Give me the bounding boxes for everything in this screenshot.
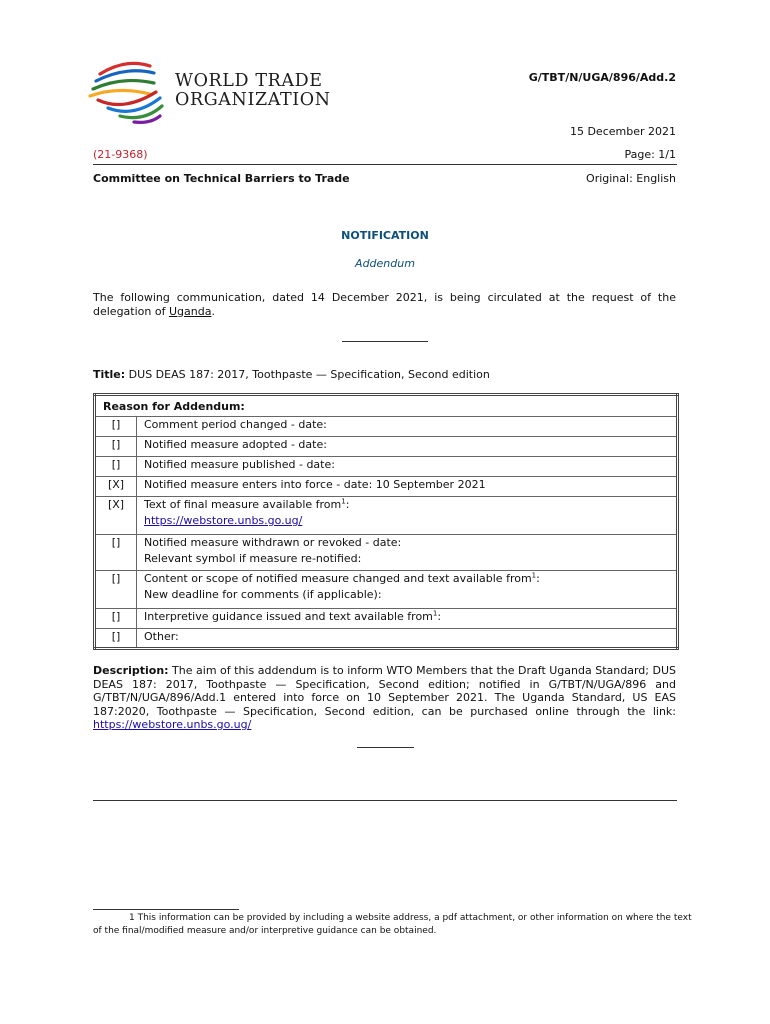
header-divider xyxy=(93,164,677,165)
reason-text-cell xyxy=(137,570,678,608)
reason-text-line xyxy=(144,497,669,514)
description-text: The aim of this addendum is to inform WTO Members that the Draft Uganda Standard; DUS DEAS 187: 2017, Toothpaste — Specification, Second edition; notified in G/TBT/N/UGA/896 and G/TBT/N/UGA/896/Add.1 entered into force on 10 September 2021. The Uganda Standard, US EAS 187:2020, Toothpaste — Specification, Second edition, can be purchased online through the link: xyxy=(93,664,676,718)
reason-text-colon: : xyxy=(536,571,540,585)
title-line xyxy=(93,368,490,381)
reason-text: Notified measure published - date: xyxy=(137,456,678,476)
table-row xyxy=(95,608,678,628)
intro-end: . xyxy=(211,304,215,318)
description-label: Description: xyxy=(93,664,169,677)
table-row xyxy=(95,570,678,608)
footnote-separator xyxy=(93,909,239,910)
table-row xyxy=(95,456,678,476)
reason-checkbox: [] xyxy=(95,436,137,456)
title-value: DUS DEAS 187: 2017, Toothpaste — Specification, Second edition xyxy=(125,368,490,381)
addendum-subheading: Addendum xyxy=(355,257,415,270)
section-divider xyxy=(342,341,428,342)
reason-text-colon: : xyxy=(345,497,350,511)
reason-checkbox: [] xyxy=(95,570,137,608)
intro-paragraph xyxy=(93,291,676,318)
footnote: 1 This information can be provided by including a website address, a pdf attachment, or other information on where the text of the final/modified measure and/or interpretive guidance can be obtained. xyxy=(93,913,692,936)
reasons-table xyxy=(93,393,679,650)
document-date: 15 December 2021 xyxy=(569,125,676,138)
reason-text-cell xyxy=(137,534,678,570)
logo-arc-green-top xyxy=(93,81,154,89)
committee-name: Committee on Technical Barriers to Trade xyxy=(93,172,350,185)
reason-text: Notified measure withdrawn or revoked - date: xyxy=(144,535,402,549)
reason-text-line xyxy=(137,608,678,628)
reason-checkbox: [X] xyxy=(95,476,137,496)
document-reference: (21-9368) xyxy=(93,148,148,161)
document-symbol: G/TBT/N/UGA/896/Add.2 xyxy=(528,71,676,84)
reason-checkbox: [X] xyxy=(95,496,137,534)
reason-text-line2: Relevant symbol if measure re-notified: xyxy=(144,552,362,565)
reason-text-line xyxy=(144,571,669,588)
logo-arc-yellow xyxy=(90,90,150,96)
body-bottom-rule xyxy=(93,800,677,801)
notification-heading: NOTIFICATION xyxy=(341,229,429,242)
title-label: Title: xyxy=(93,368,126,381)
page-number: Page: 1/1 xyxy=(624,148,676,161)
description-paragraph xyxy=(93,664,676,732)
organization-name-line1: WORLD TRADE xyxy=(175,71,323,91)
footnote-ref: 1 xyxy=(432,608,438,617)
reason-text: Notified measure enters into force - date: 10 September 2021 xyxy=(137,476,678,496)
reason-text-line2: New deadline for comments (if applicable): xyxy=(144,588,382,601)
table-row xyxy=(95,496,678,534)
reason-text-cell xyxy=(137,496,678,534)
reason-text: Notified measure adopted - date: xyxy=(137,436,678,456)
table-row xyxy=(95,436,678,456)
webstore-link[interactable]: https://webstore.unbs.go.ug/ xyxy=(144,514,303,527)
description-link[interactable]: https://webstore.unbs.go.ug/ xyxy=(93,718,252,731)
end-divider xyxy=(357,747,414,748)
reason-text-colon: : xyxy=(437,609,442,623)
table-row xyxy=(95,628,678,648)
reason-text: Text of final measure available from xyxy=(144,497,342,511)
reason-checkbox: [] xyxy=(95,416,137,436)
reason-text: Interpretive guidance issued and text available from xyxy=(144,609,433,623)
footnote-ref: 1 xyxy=(341,496,346,505)
reason-text: Content or scope of notified measure changed and text available from xyxy=(144,571,532,585)
footnote-ref: 1 xyxy=(531,570,537,579)
reason-checkbox: [] xyxy=(95,608,137,628)
reason-checkbox: [] xyxy=(95,534,137,570)
organization-name xyxy=(175,72,331,110)
table-row xyxy=(95,416,678,436)
organization-name-line2: ORGANIZATION xyxy=(175,90,331,110)
original-language: Original: English xyxy=(586,172,676,185)
reason-checkbox: [] xyxy=(95,456,137,476)
reasons-table-header: Reason for Addendum: xyxy=(95,395,678,417)
table-row xyxy=(95,476,678,496)
reason-text: Comment period changed - date: xyxy=(137,416,678,436)
intro-country: Uganda xyxy=(168,304,212,318)
reason-checkbox: [] xyxy=(95,628,137,648)
reason-text: Other: xyxy=(137,628,678,648)
intro-text: The following communication, dated 14 December 2021, is being circulated at the request of the delegation of xyxy=(93,291,676,318)
table-row xyxy=(95,534,678,570)
